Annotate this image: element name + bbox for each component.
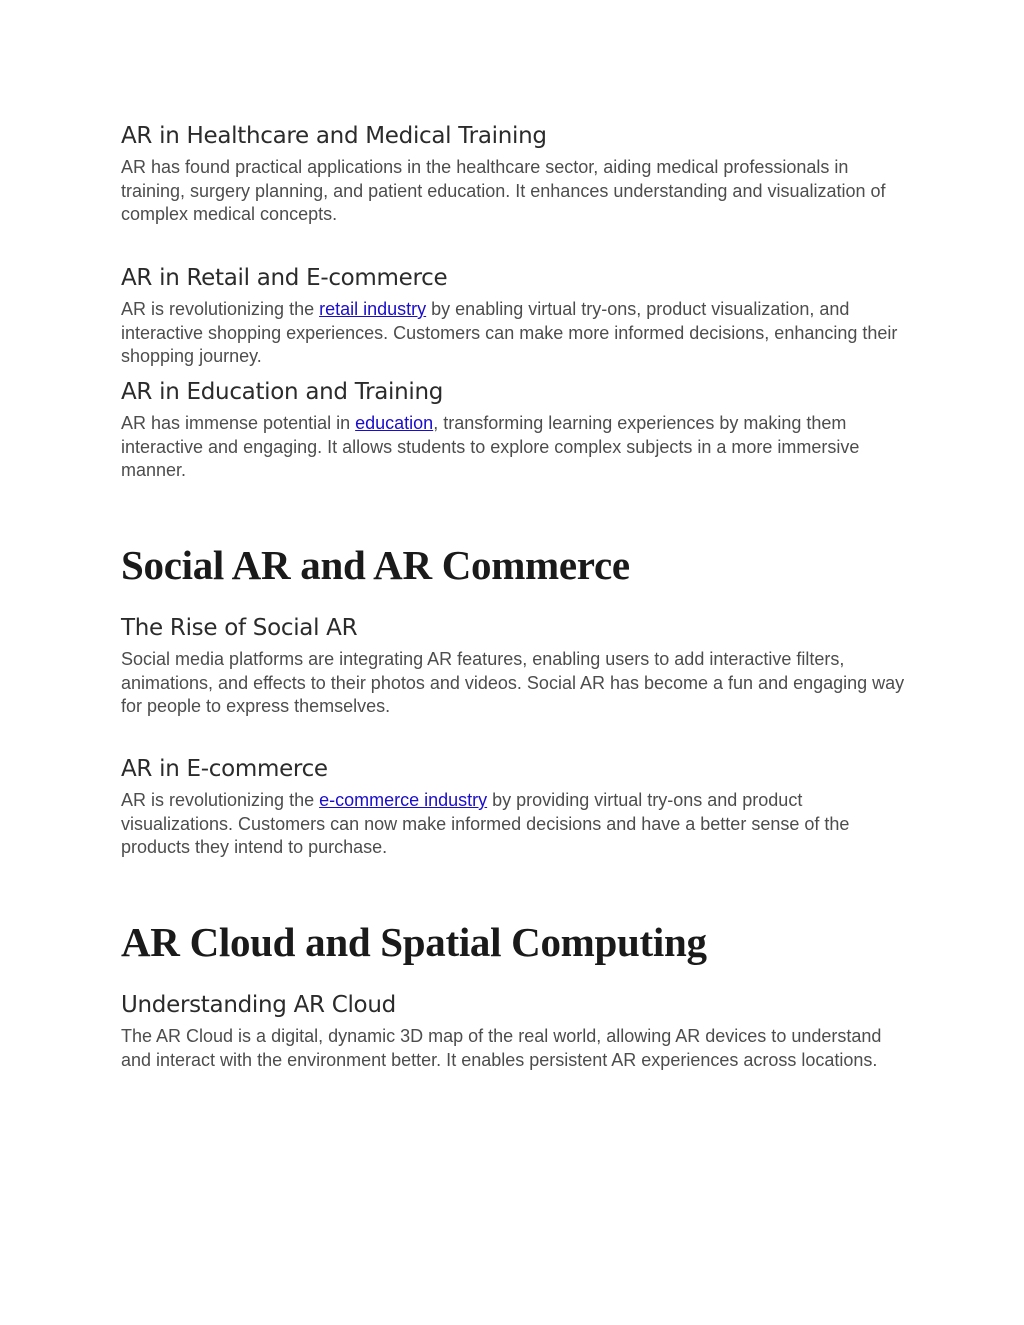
ecommerce-heading: AR in E-commerce	[121, 756, 328, 782]
ar-cloud-spatial-title: AR Cloud and Spatial Computing	[121, 919, 707, 965]
ecommerce-text-before: AR is revolutionizing the	[121, 790, 320, 810]
retail-text-after: by enabling virtual try-ons, product visualization, and interactive shopping experiences. Customers can make more informed decisions, enhancing their shopping journey.	[121, 299, 898, 366]
retail-industry-link[interactable]: retail industry	[319, 299, 427, 319]
ecommerce-text-after: by providing virtual try-ons and product visualizations. Customers can now make informed decisions and have a better sense of the products they intend to purchase.	[121, 790, 850, 857]
section-ecommerce	[121, 754, 911, 860]
education-text-after: , transforming learning experiences by making them interactive and engaging. It allows students to explore complex subjects in a more immersive manner.	[121, 413, 860, 480]
education-paragraph	[121, 412, 911, 483]
section-retail	[121, 263, 911, 369]
retail-text-before: AR is revolutionizing the	[121, 299, 320, 319]
ecommerce-paragraph	[121, 789, 911, 860]
ar-cloud-paragraph: The AR Cloud is a digital, dynamic 3D map of the real world, allowing AR devices to understand and interact with the environment better. It enables persistent AR experiences across locations.	[121, 1026, 882, 1070]
section-cloud-title	[121, 918, 911, 966]
healthcare-heading: AR in Healthcare and Medical Training	[121, 123, 547, 149]
social-ar-commerce-title: Social AR and AR Commerce	[121, 542, 630, 588]
section-social-ar	[121, 613, 911, 719]
education-heading: AR in Education and Training	[121, 379, 444, 405]
ar-cloud-heading: Understanding AR Cloud	[121, 992, 396, 1018]
section-social-title	[121, 541, 911, 589]
section-ar-cloud	[121, 990, 911, 1072]
section-education	[121, 377, 911, 483]
ecommerce-industry-link[interactable]: e-commerce industry	[319, 790, 488, 810]
education-text-before: AR has immense potential in	[121, 413, 356, 433]
retail-heading: AR in Retail and E-commerce	[121, 265, 448, 291]
healthcare-paragraph: AR has found practical applications in the healthcare sector, aiding medical professionals in training, surgery planning, and patient education. It enhances understanding and visualization of complex medical concepts.	[121, 157, 886, 224]
education-link[interactable]: education	[355, 413, 434, 433]
social-ar-paragraph: Social media platforms are integrating AR features, enabling users to add interactive filters, animations, and effects to their photos and videos. Social AR has become a fun and engaging way for people to express themselves.	[121, 649, 905, 716]
section-healthcare	[121, 121, 911, 227]
retail-paragraph	[121, 298, 911, 369]
social-ar-heading: The Rise of Social AR	[121, 615, 358, 641]
